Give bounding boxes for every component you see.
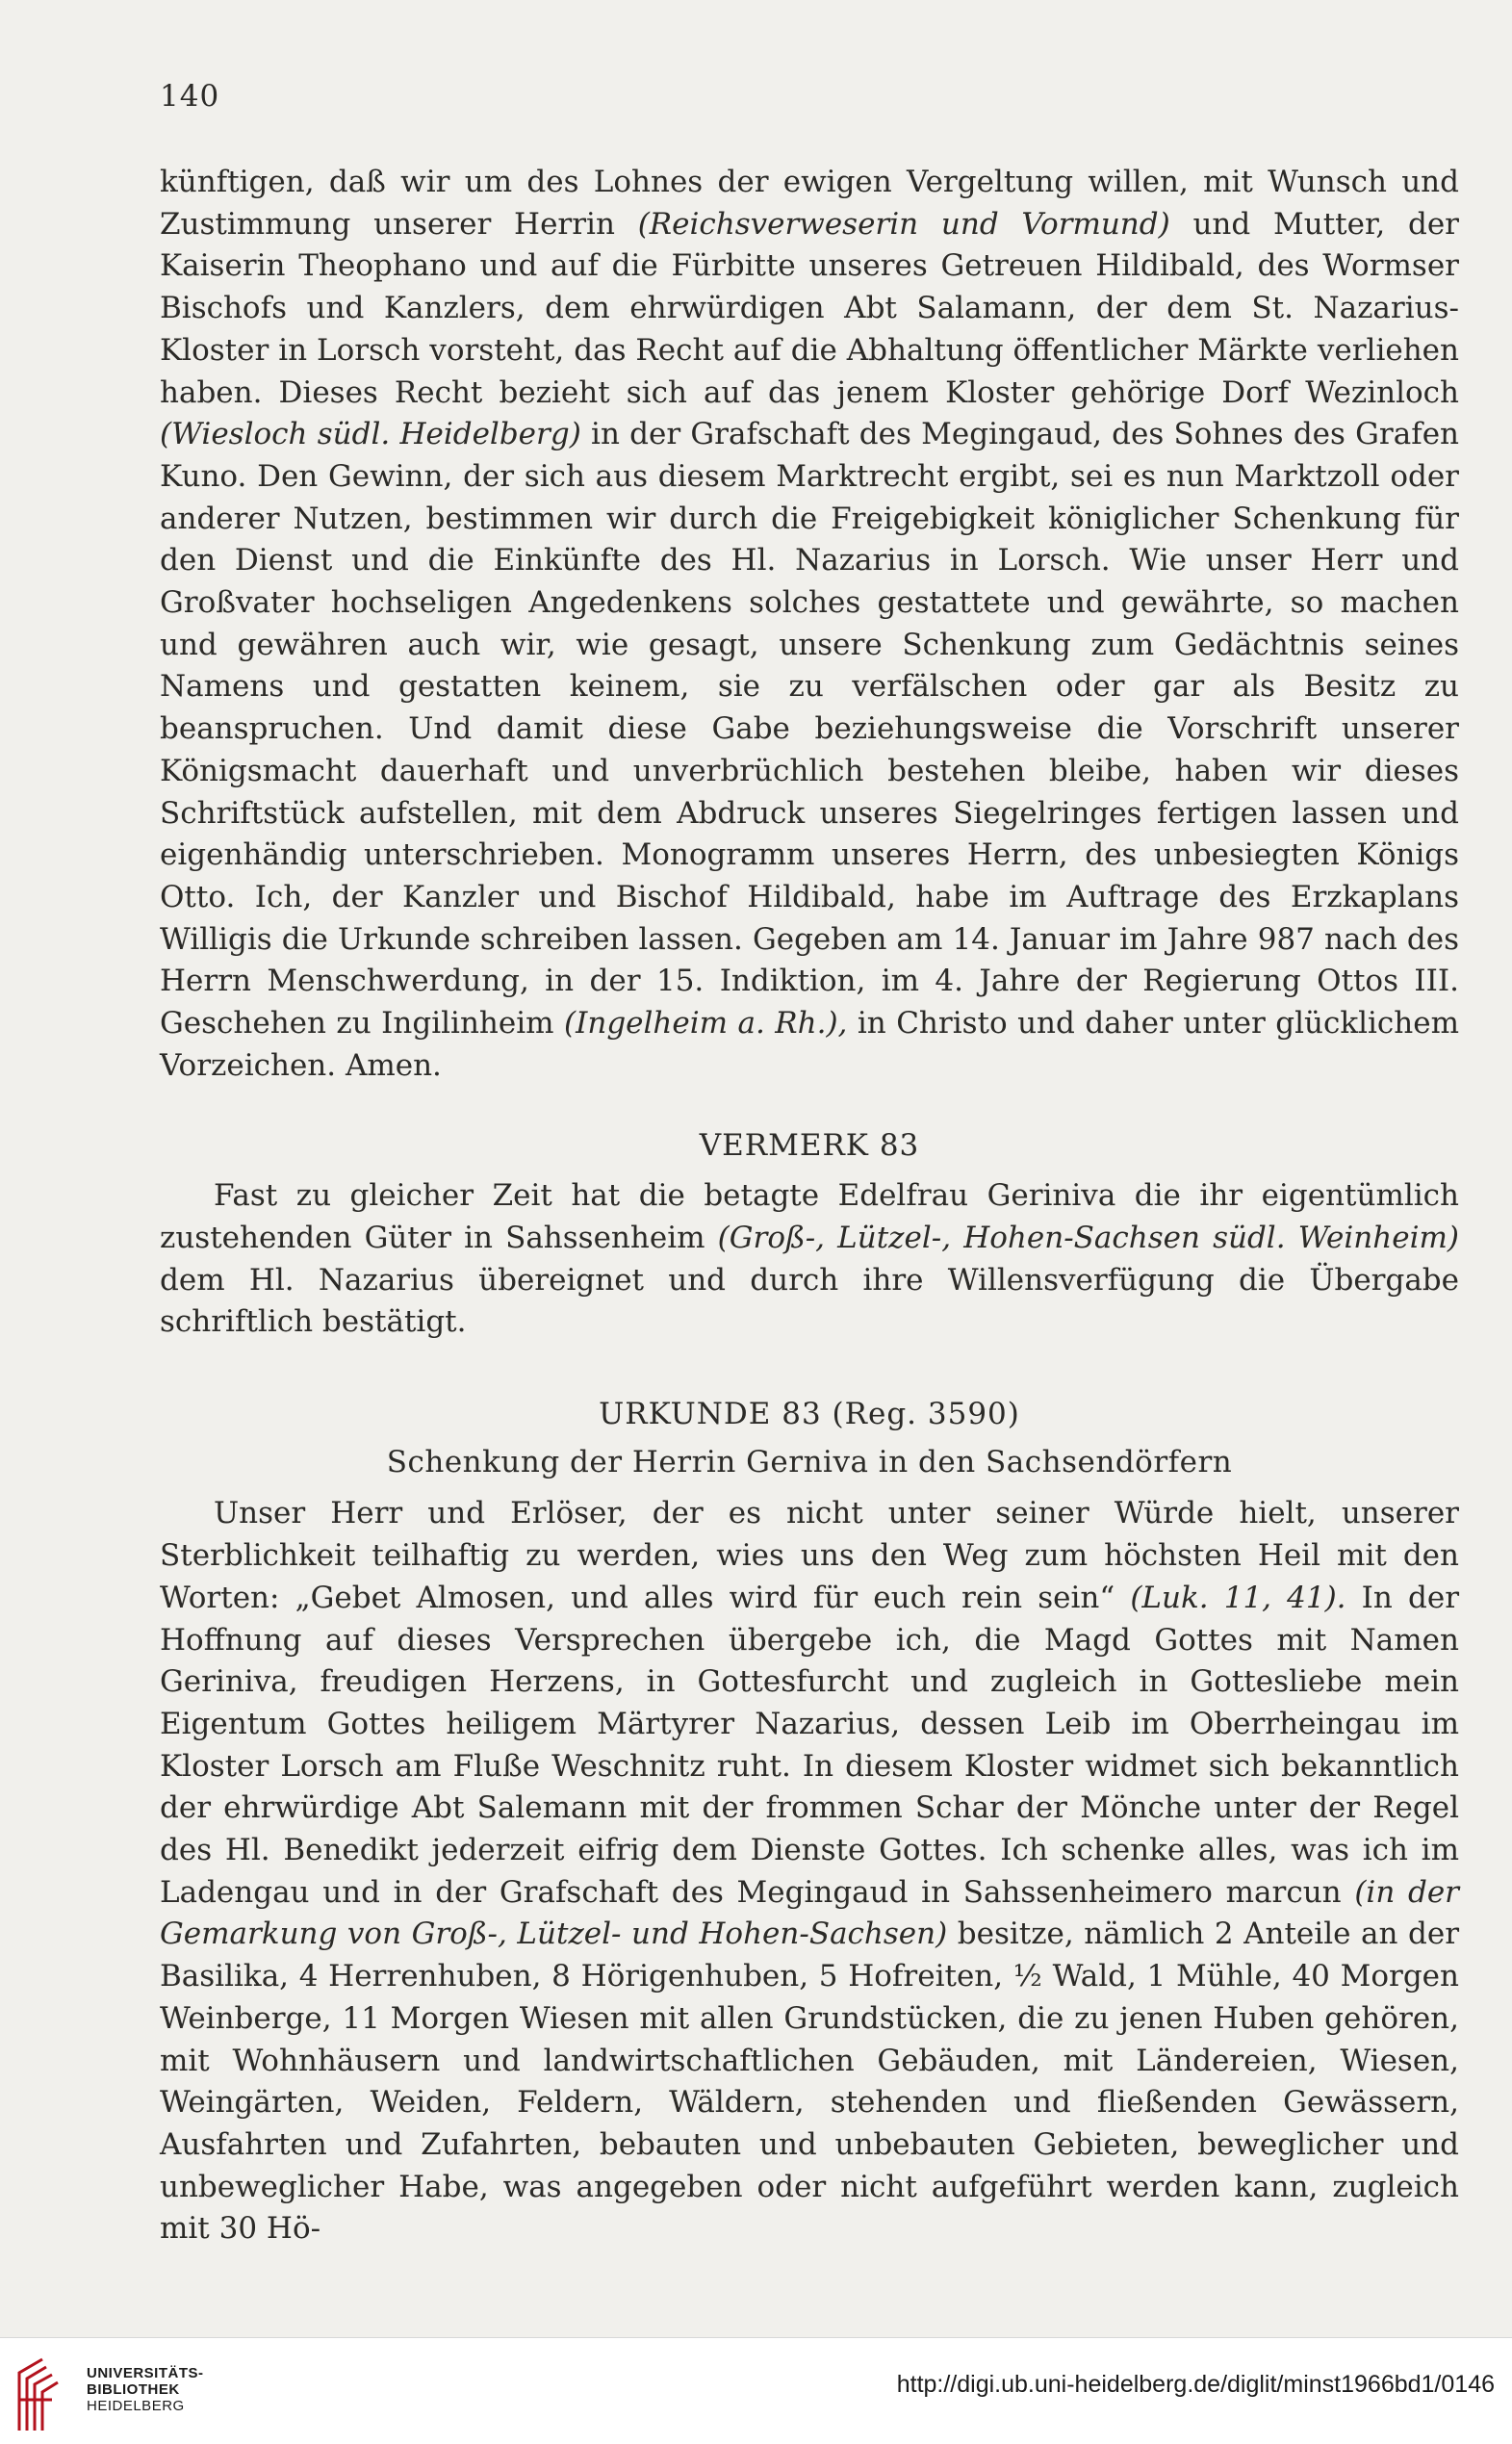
para1-text-3: in der Grafschaft des Megingaud, des Sohnes des Grafen Kuno. Den Gewinn, der sich aus diesem Marktrecht ergibt, sei es nun Marktzoll oder anderer Nutzen, bestimmen wir durch die Freigebigkeit königlicher Schenkung für den Dienst und die Einkünfte des Hl. Nazarius in Lorsch. Wie unser Herr und Großvater hochseligen Angedenkens solches gestattete und gewährte, so machen und gewähren auch wir, wie gesagt, unsere Schenkung zum Gedächtnis seines Namens und gestatten keinem, sie zu verfälschen oder gar als Besitz zu beanspruchen. Und damit diese Gabe beziehungsweise die Vorschrift unserer Königsmacht dauerhaft und unverbrüchlich bestehen bleibe, haben wir dieses Schriftstück aufstellen, mit dem Abdruck unseres Siegelringes fertigen lassen und eigenhändig unterschrieben. Monogramm unseres Herrn, des unbesiegten Königs Otto. Ich, der Kanzler und Bischof Hildibald, habe im Auftrage des Erzkaplans Willigis die Urkunde schreiben lassen. Gegeben am 14. Januar im Jahre 987 nach des Herrn Menschwerdung, in der 15. Indiktion, im 4. Jahre der Regierung Ottos III. Geschehen zu Ingilinheim [160,417,1460,1042]
library-logo-text [87,2365,204,2414]
logo-line-1: UNIVERSITÄTS- [87,2365,204,2381]
para1-italic-1: (Reichsverweserin und Vormund) [637,206,1170,242]
source-url-link[interactable]: http://digi.ub.uni-heidelberg.de/diglit/minst1966bd1/0146 [896,2371,1495,2398]
paragraph-main-text [160,162,1459,1087]
logo-line-3: HEIDELBERG [87,2398,185,2414]
urkunde-italic-2: (in der Gemarkung von Groß-, Lützel- und Hohen-Sachsen) [160,1874,1459,1952]
urkunde-text-1: Unser Herr und Erlöser, der es nicht unter seiner Würde hielt, unserer Sterblichkeit teilhaftig zu werden, wies uns den Weg zum höchsten Heil mit den Worten: „Gebet Almosen, und alles wird für euch rein sein“ [160,1496,1459,1615]
urkunde-text-2: In der Hoffnung auf dieses Versprechen übergebe ich, die Magd Gottes mit Namen Geriniva, freudigen Herzens, in Gottesfurcht und zugleich in Gottesliebe mein Eigentum Gottes heiligem Märtyrer Nazarius, dessen Leib im Oberrheingau im Kloster Lorsch am Fluße Weschnitz ruht. In diesem Kloster widmet sich bekanntlich der ehrwürdige Abt Salemann mit der frommen Schar der Mönche unter der Regel des Hl. Benedikt jederzeit eifrig dem Dienste Gottes. Ich schenke alles, was ich im Ladengau und in der Grafschaft des Megingaud in Sahssenheimero marcun [160,1580,1460,1910]
logo-line-2: BIBLIOTHEK [87,2381,180,2398]
vermerk-text-2: dem Hl. Nazarius übereignet und durch ihre Willensverfügung die Übergabe schriftlich bestätigt. [160,1262,1459,1340]
para1-text-4: in Christo und daher unter glücklichem Vorzeichen. Amen. [160,1006,1459,1083]
vermerk-italic-1: (Groß-, Lützel-, Hohen-Sachsen südl. Weinheim) [717,1220,1459,1255]
para1-italic-3: (Ingelheim a. Rh.), [564,1006,848,1042]
urkunde-text-3: besitze, nämlich 2 Anteile an der Basilika, 4 Herrenhuben, 8 Hörigenhuben, 5 Hofreiten, ½ Wald, 1 Mühle, 40 Morgen Weinberge, 11 Morgen Wiesen mit allen Grundstücken, die zu jenen Huben gehören, mit Wohnhäusern und landwirtschaftlichen Gebäuden, mit Ländereien, Wiesen, Weingärten, Weiden, Feldern, Wäldern, stehenden und fließenden Gewässern, Ausfahrten und Zufahrten, bebauten und unbebauten Gebieten, beweglicher und unbeweglicher Habe, was angegeben oder nicht aufgeführt werden kann, zugleich mit 30 Hö- [160,1917,1460,2247]
urkunde-title: Schenkung der Herrin Gerniva in den Sachsendörfern [386,1444,1233,1479]
para1-text-1: künftigen, daß wir um des Lohnes der ewigen Vergeltung willen, mit Wunsch und Zustimmung unserer Herrin [160,165,1459,242]
paragraph-vermerk [160,1175,1459,1344]
vermerk-heading: VERMERK 83 [699,1128,920,1164]
vermerk-text-1: Fast zu gleicher Zeit hat die betagte Edelfrau Geriniva die ihr eigentümlich zustehenden Güter in Sahssenheim [160,1178,1459,1255]
page-number: 140 [160,79,220,114]
page-content [160,162,1459,2251]
para1-italic-2: (Wiesloch südl. Heidelberg) [160,417,581,452]
paragraph-urkunde [160,1493,1459,2251]
urkunde-heading: URKUNDE 83 (Reg. 3590) [599,1396,1020,1431]
para1-text-2: und Mutter, der Kaiserin Theophano und auf die Fürbitte unseres Getreuen Hildibald, des Wormser Bischofs und Kanzlers, dem ehrwürdigen Abt Salamann, der dem St. Nazarius-Kloster in Lorsch vorsteht, das Recht auf die Abhaltung öffentlicher Märkte verliehen haben. Dieses Recht bezieht sich auf das jenem Kloster gehörige Dorf Wezinloch [160,206,1459,410]
library-footer [0,2337,1512,2444]
urkunde-italic-1: (Luk. 11, 41). [1130,1580,1346,1615]
ub-heidelberg-logo-icon [13,2355,73,2432]
